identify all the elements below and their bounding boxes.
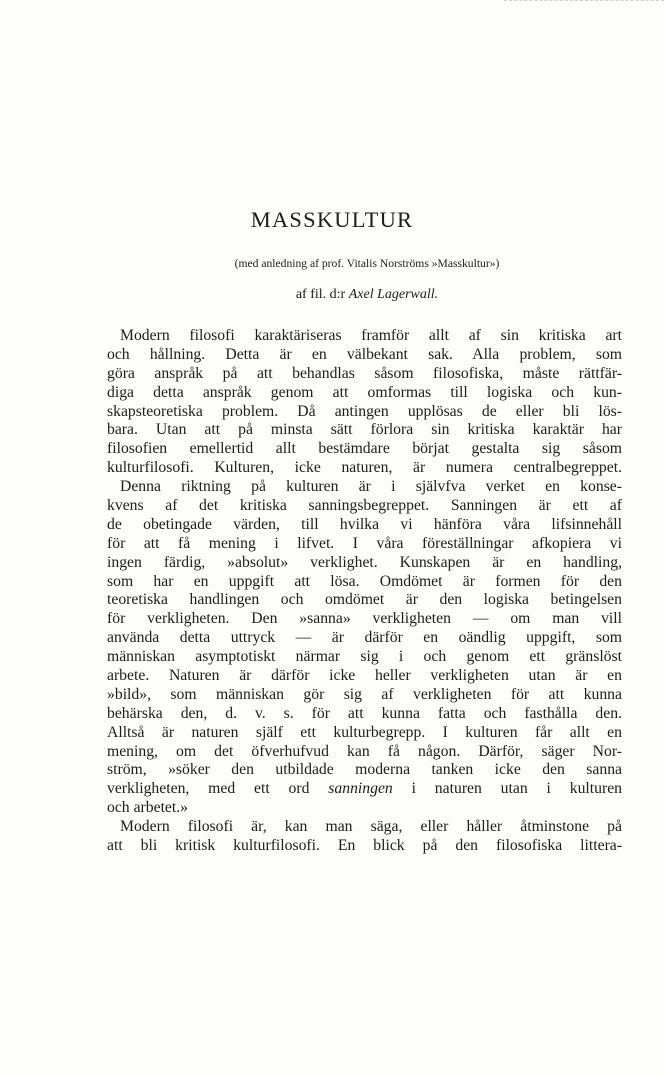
text-line: diga detta anspråk genom att omformas till logiska och kun- — [107, 383, 622, 401]
article-body — [107, 327, 622, 856]
text-line: använda detta uttryck — är därför en oändlig uppgift, som — [107, 629, 622, 647]
text-line: kulturfilosofi. Kulturen, icke naturen, är numera centralbegreppet. — [107, 459, 622, 477]
text-line: behärska den, d. v. s. för att kunna fatta och fasthålla den. — [107, 704, 622, 722]
text-line: »bild», som människan gör sig af verkligheten för att kunna — [107, 685, 622, 703]
article-subtitle: (med anledning af prof. Vitalis Norströms »Masskultur») — [234, 257, 500, 270]
emphasis-sanningen: sanningen — [328, 780, 393, 798]
text-line: för att få mening i lifvet. I våra föreställningar afkopiera vi — [107, 534, 622, 552]
byline-prefix: af fil. d:r — [295, 287, 346, 302]
text-line: att bli kritisk kulturfilosofi. En blick på den filosofiska littera- — [107, 837, 622, 855]
text-line: människan asymptotiskt närmar sig i och genom ett gränslöst — [107, 648, 622, 666]
text-line: bara. Utan att på minsta sätt förlora sin kritiska karaktär har — [107, 421, 622, 439]
text-line: verkligheten, med ett ord sanningen i naturen utan i kulturen — [107, 780, 623, 798]
text-line: Denna riktning på kulturen är i självfva verket en konse- — [120, 478, 622, 496]
text-line: Modern filosofi karaktäriseras framför allt af sin kritiska art — [120, 327, 622, 344]
text-line: filosofien emellertid allt bestämdare börjat gestalta sig såsom — [107, 440, 622, 458]
text-line: för verkligheten. Den »sanna» verkligheten — om man vill — [107, 610, 622, 628]
text-line: de obetingade värden, till hvilka vi hänföra våra lifsinnehåll — [107, 515, 622, 533]
text-line: Alltså är naturen själf ett kulturbegrepp. I kulturen får allt en — [107, 723, 622, 741]
text-line: som har en uppgift att lösa. Omdömet är formen för den — [107, 572, 622, 590]
text-line: skapsteoretiska problem. Då antingen upplösas de eller bli lös- — [107, 402, 622, 420]
text-line: mening, om det öfverhufvud kan få någon. Därför, säger Nor- — [107, 742, 622, 760]
text-line: och arbetet.» — [107, 799, 189, 817]
text-line: arbete. Naturen är därför icke heller verkligheten utan är en — [107, 667, 622, 685]
text-line: göra anspråk på att behandlas såsom filosofiska, måste rättfär- — [107, 364, 622, 382]
text-line: Modern filosofi är, kan man säga, eller håller åtminstone på — [120, 818, 622, 836]
text-line: ström, »söker den utbildade moderna tanken icke den sanna — [107, 761, 622, 779]
text-line: kvens af det kritiska sanningsbegreppet. Sanningen är ett af — [107, 497, 622, 515]
article-byline — [0, 285, 664, 305]
article-title: MASSKULTUR — [250, 207, 414, 232]
text-line: och hållning. Detta är en välbekant sak. Alla problem, som — [107, 345, 622, 363]
text-line: ingen färdig, »absolut» verklighet. Kunskapen är en handling, — [107, 553, 622, 571]
byline-author: Axel Lagerwall. — [348, 287, 439, 302]
text-line: teoretiska handlingen och omdömet är den logiska betingelsen — [107, 591, 622, 609]
scan-edge-line — [504, 0, 664, 1]
